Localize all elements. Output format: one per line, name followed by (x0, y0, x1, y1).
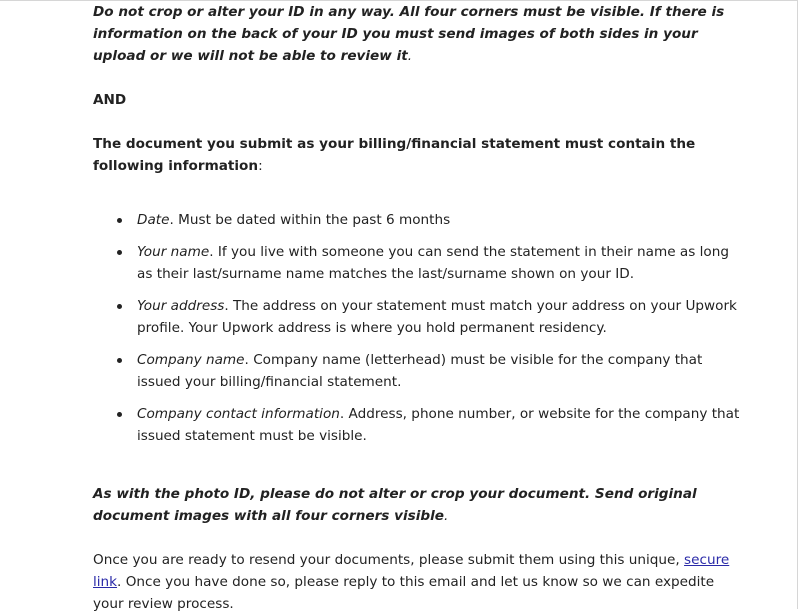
requirement-company-contact (137, 403, 743, 447)
requirement-term: Your address (137, 298, 225, 314)
requirement-name (137, 241, 743, 285)
id-instructions-end: . (407, 48, 413, 64)
resend-text-after-link: . Once you have done so, please reply to this email and let us know so we can expedite your review process. (93, 574, 715, 612)
requirement-detail: . The address on your statement must match your address on your Upwork profile. Your Upwork address is where you hold permanent residency. (137, 298, 737, 336)
requirements-list (93, 209, 743, 447)
requirement-address (137, 295, 743, 339)
no-alter-warning-paragraph (93, 483, 743, 527)
document-requirement-text: The document you submit as your billing/financial statement must contain the following information (93, 136, 696, 174)
requirement-detail: . Company name (letterhead) must be visible for the company that issued your billing/financial statement. (137, 352, 703, 390)
secure-link[interactable]: secure link (93, 552, 730, 590)
no-alter-warning-end: . (444, 508, 449, 524)
requirement-term: Date (137, 212, 170, 228)
requirement-company-name (137, 349, 743, 393)
requirement-term: Company contact information (137, 406, 340, 422)
resend-instructions-paragraph (93, 549, 743, 615)
requirement-date (137, 209, 743, 231)
no-alter-warning-text: As with the photo ID, please do not alter or crop your document. Send original document images with all four corners visible (93, 486, 697, 524)
id-instructions-paragraph (93, 1, 743, 67)
and-separator: AND (93, 92, 127, 108)
document-requirement-end: : (258, 158, 263, 174)
requirement-term: Your name (137, 244, 210, 260)
resend-text-before-link: Once you are ready to resend your documents, please submit them using this unique, (93, 552, 685, 568)
email-body (93, 1, 743, 615)
requirement-detail: . If you live with someone you can send the statement in their name as long as their last/surname name matches the last/surname shown on your ID. (137, 244, 729, 282)
requirement-detail: . Must be dated within the past 6 months (169, 212, 451, 228)
requirement-detail: . Address, phone number, or website for the company that issued statement must be visible. (137, 406, 740, 444)
id-instructions-text: Do not crop or alter your ID in any way. All four corners must be visible. If there is information on the back of your ID you must send images of both sides in your upload or we will not be able to review it (93, 4, 725, 64)
requirement-term: Company name (137, 352, 245, 368)
document-requirement-paragraph (93, 133, 743, 177)
